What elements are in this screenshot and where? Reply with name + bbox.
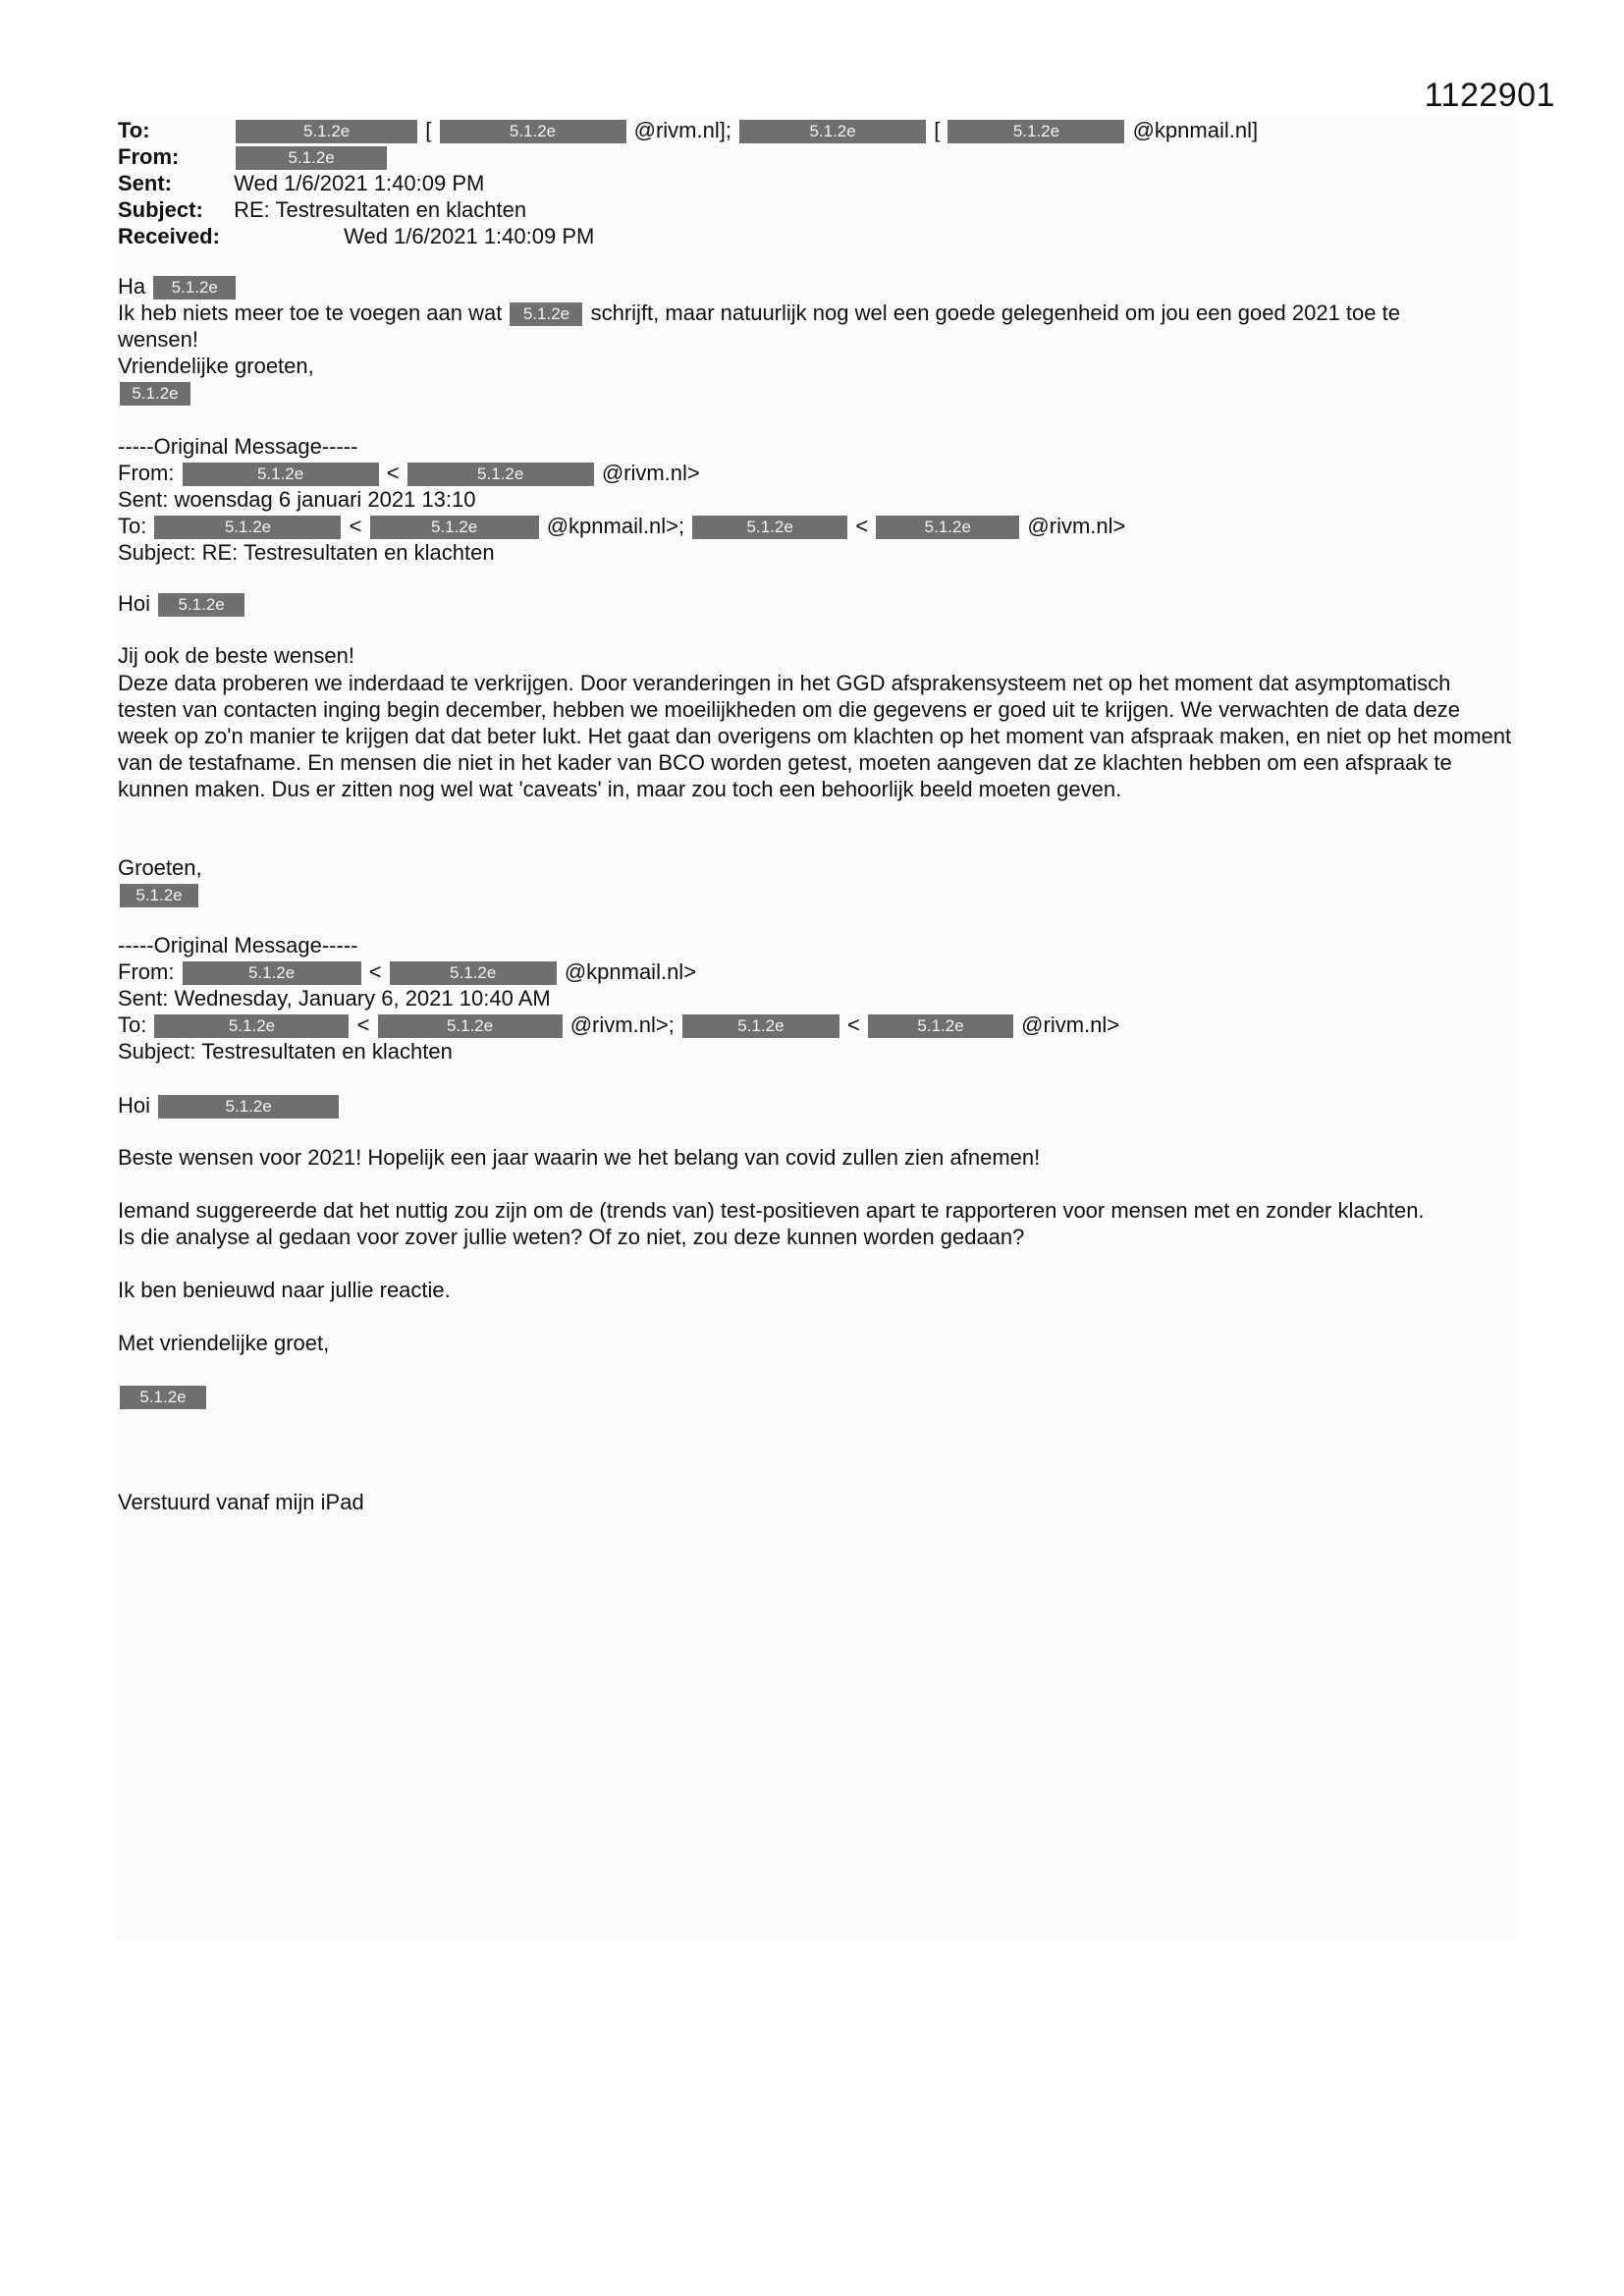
original-message-1-subject: Subject: RE: Testresultaten en klachten: [118, 540, 495, 565]
original-message-2-from-domain: @kpnmail.nl>: [564, 959, 697, 984]
reply-line-1-end: schrijft, maar natuurlijk nog wel een goede gelegenheid om jou een goed 2021 toe te: [590, 301, 1400, 325]
redacted-original-2-recipient-address: 5.1.2e: [378, 1014, 563, 1038]
original-message-2-to-domain-1: @rivm.nl>;: [569, 1012, 675, 1037]
redacted-original-1-second-recipient-address: 5.1.2e: [876, 516, 1019, 539]
reply-greeting: Ha: [118, 274, 146, 299]
subject-label: Subject:: [118, 197, 203, 222]
redacted-recipient-name: 5.1.2e: [236, 120, 417, 143]
original-message-1-to-line: To: 5.1.2e < 5.1.2e @kpnmail.nl>; 5.1.2e < 5.1.2e @rivm.nl>: [118, 514, 1126, 538]
redacted-original-2-second-recipient-address: 5.1.2e: [868, 1014, 1013, 1038]
from-label: From:: [118, 144, 180, 169]
redacted-greeting-name: 5.1.2e: [153, 276, 236, 300]
original-message-2-closing: Met vriendelijke groet,: [118, 1331, 330, 1355]
redacted-original-1-sender-name: 5.1.2e: [183, 463, 379, 486]
sent-value: Wed 1/6/2021 1:40:09 PM: [234, 171, 485, 195]
reply-signature-redaction-line: [118, 380, 192, 406]
subject-value: RE: Testresultaten en klachten: [234, 197, 527, 222]
original-message-2-sent: Sent: Wednesday, January 6, 2021 10:40 AM: [118, 986, 551, 1011]
original-message-1-to-label: To:: [118, 514, 147, 538]
to-line: [118, 118, 1258, 143]
original-message-2-line-2: Iemand suggereerde dat het nuttig zou zijn om de (trends van) test-positieven apart te rapporteren voor mensen met en zonder klachten.: [118, 1198, 1425, 1223]
original-message-1-from-domain: @rivm.nl>: [601, 461, 700, 485]
reply-line-1-start: Ik heb niets meer toe te voegen aan wat: [118, 301, 503, 325]
redacted-original-2-sender-name: 5.1.2e: [183, 961, 361, 985]
redacted-sender: 5.1.2e: [236, 146, 387, 170]
original-message-2-line-3: Is die analyse al gedaan voor zover jullie weten? Of zo niet, zou deze kunnen worden gedaan?: [118, 1225, 1025, 1249]
to-label: To:: [118, 118, 150, 142]
original-message-1-closing: Groeten,: [118, 855, 202, 880]
reply-greeting-line: [118, 274, 238, 300]
original-message-1-sent: Sent: woensdag 6 januari 2021 13:10: [118, 487, 476, 512]
redacted-original-2-second-recipient-name: 5.1.2e: [682, 1014, 839, 1038]
recipient-bracket-open: [: [425, 118, 432, 142]
sent-line: [118, 171, 484, 196]
reply-body-line-1: [118, 301, 1400, 326]
original-message-2-greeting-line: [118, 1093, 341, 1119]
redacted-name-inline: 5.1.2e: [510, 302, 582, 326]
document-number: 1122901: [1424, 77, 1555, 114]
reply-body-line-2: wensen!: [118, 327, 198, 352]
original-message-1-to-domain-1: @kpnmail.nl>;: [546, 514, 685, 538]
original-message-2-to-line: To: 5.1.2e < 5.1.2e @rivm.nl>; 5.1.2e < 5.1.2e @rivm.nl>: [118, 1012, 1120, 1037]
original-message-1-greeting: Hoi: [118, 591, 151, 616]
original-message-1-wish: Jij ook de beste wensen!: [118, 643, 354, 668]
redacted-original-1-greeting-name: 5.1.2e: [158, 593, 244, 617]
redacted-original-1-recipient-name: 5.1.2e: [154, 516, 341, 539]
original-message-1-from-label: From:: [118, 461, 175, 485]
original-message-2-greeting: Hoi: [118, 1093, 151, 1118]
original-message-1-to-domain-2: @rivm.nl>: [1027, 514, 1126, 538]
redacted-original-2-recipient-name: 5.1.2e: [154, 1014, 349, 1038]
original-message-2-subject: Subject: Testresultaten en klachten: [118, 1039, 453, 1064]
redacted-second-recipient-address: 5.1.2e: [947, 120, 1124, 143]
original-message-1-signature-line: [118, 882, 200, 907]
redacted-original-2-greeting-name: 5.1.2e: [158, 1095, 339, 1119]
redacted-recipient-address: 5.1.2e: [440, 120, 626, 143]
original-message-1-paragraph: Deze data proberen we inderdaad te verkrijgen. Door veranderingen in het GGD afsprakensysteem net op het moment dat asymptomatisch testen van contacten inging begin december, hebben we moeilijkheden om die gegevens er goed uit te krijgen. We verwachten de data deze week op zo'n manier te krijgen dat dat beter lukt. Het gaat dan overigens om klachten op het moment van afspraak maken, en niet op het moment van de testafname. En mensen die niet in het kader van BCO worden getest, moeten aangeven dat ze klachten hebben om een afspraak te kunnen maken. Dus er zitten nog wel wat 'caveats' in, maar zou toch een behoorlijk beeld moeten geven.: [118, 671, 1512, 801]
original-message-2-line-4: Ik ben benieuwd naar jullie reactie.: [118, 1278, 451, 1302]
subject-line: [118, 197, 526, 223]
redacted-original-1-second-recipient-name: 5.1.2e: [692, 516, 847, 539]
redacted-original-1-sender-address: 5.1.2e: [407, 463, 594, 486]
redacted-original-1-signature: 5.1.2e: [120, 884, 198, 907]
original-message-2-from-label: From:: [118, 959, 175, 984]
original-message-2-device-signature: Verstuurd vanaf mijn iPad: [118, 1490, 364, 1514]
original-message-1-greeting-line: [118, 591, 246, 617]
recipient-domain-kpn: @kpnmail.nl]: [1132, 118, 1259, 142]
recipient-domain-rivm: @rivm.nl];: [633, 118, 731, 142]
received-label: Received:: [118, 224, 220, 248]
from-line: [118, 144, 389, 170]
redacted-original-2-sender-address: 5.1.2e: [390, 961, 557, 985]
original-message-2-divider: -----Original Message-----: [118, 933, 358, 957]
received-value: Wed 1/6/2021 1:40:09 PM: [344, 224, 595, 248]
original-message-2-from-line: From: 5.1.2e < 5.1.2e @kpnmail.nl>: [118, 959, 697, 984]
original-message-1-from-line: From: 5.1.2e < 5.1.2e @rivm.nl>: [118, 461, 700, 485]
original-message-2-line-1: Beste wensen voor 2021! Hopelijk een jaar waarin we het belang van covid zullen zien afnemen!: [118, 1145, 1041, 1170]
original-message-2-signature-redaction-line: [118, 1384, 208, 1409]
redacted-second-recipient-name: 5.1.2e: [739, 120, 926, 143]
second-recipient-bracket-open: [: [934, 118, 941, 142]
received-line: [118, 224, 594, 249]
sent-label: Sent:: [118, 171, 172, 195]
redacted-original-2-signature: 5.1.2e: [120, 1386, 206, 1409]
reply-closing: Vriendelijke groeten,: [118, 354, 314, 378]
original-message-1-divider: -----Original Message-----: [118, 434, 358, 459]
original-message-2-to-domain-2: @rivm.nl>: [1021, 1012, 1120, 1037]
redacted-original-1-recipient-address: 5.1.2e: [370, 516, 539, 539]
redacted-reply-signature: 5.1.2e: [120, 382, 190, 406]
original-message-2-to-label: To:: [118, 1012, 147, 1037]
